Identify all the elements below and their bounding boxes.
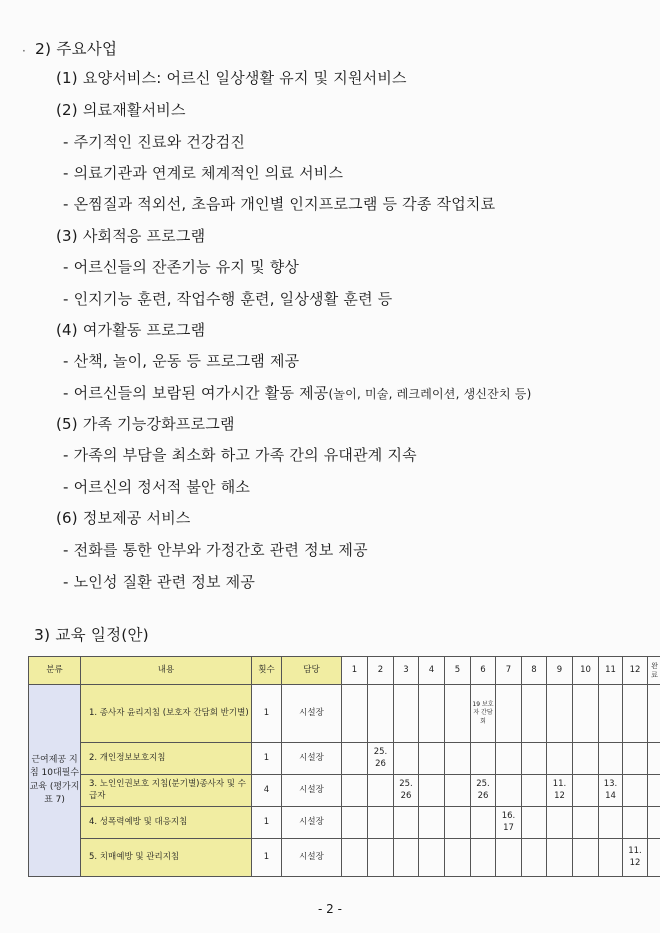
month-cell: 11. 12 (623, 839, 648, 877)
count-cell: 4 (252, 775, 282, 807)
header-owner: 담당 (282, 657, 342, 685)
table-row (29, 839, 660, 877)
month-cell (471, 807, 496, 839)
month-cell (445, 775, 471, 807)
bullet-item: - 어르신들의 잔존기능 유지 및 향상 (63, 258, 300, 276)
subsection-heading: (5) 가족 기능강화프로그램 (56, 415, 235, 433)
header-month: 2 (368, 657, 394, 685)
bullet-item: - 인지기능 훈련, 작업수행 훈련, 일상생활 훈련 등 (63, 290, 393, 308)
header-month: 7 (496, 657, 522, 685)
table-header-row (29, 657, 660, 685)
month-cell: 16. 17 (496, 807, 522, 839)
table-row (29, 743, 660, 775)
month-cell (573, 807, 599, 839)
content-cell: 2. 개인정보보호지침 (81, 743, 252, 775)
bullet-item: - 의료기관과 연계로 체계적인 의료 서비스 (63, 164, 344, 182)
month-cell (368, 807, 394, 839)
month-cell (342, 743, 368, 775)
month-cell (573, 775, 599, 807)
header-month: 6 (471, 657, 496, 685)
month-cell (496, 743, 522, 775)
month-cell: 19 보호자 간담회 (471, 685, 496, 743)
month-cell (445, 839, 471, 877)
month-cell (342, 839, 368, 877)
month-cell (547, 743, 573, 775)
month-cell: 11. 12 (547, 775, 573, 807)
month-cell (599, 743, 623, 775)
count-cell: 1 (252, 839, 282, 877)
bullet-item (63, 382, 531, 403)
month-cell (599, 839, 623, 877)
month-cell (496, 685, 522, 743)
content-cell: 4. 성폭력예방 및 대응지침 (81, 807, 252, 839)
header-content: 내용 (81, 657, 252, 685)
month-cell (599, 807, 623, 839)
month-cell (419, 775, 445, 807)
month-cell (419, 839, 445, 877)
month-cell: 25. 26 (394, 775, 419, 807)
month-cell (394, 685, 419, 743)
table-row (29, 685, 660, 743)
bullet-item: - 어르신의 정서적 불안 해소 (63, 478, 251, 496)
count-cell: 1 (252, 807, 282, 839)
owner-cell: 시설장 (282, 685, 342, 743)
month-cell (522, 775, 547, 807)
bullet-item: - 전화를 통한 안부와 가정간호 관련 정보 제공 (63, 541, 368, 559)
bullet-item: - 온찜질과 적외선, 초음파 개인별 인지프로그램 등 각종 작업치료 (63, 195, 496, 213)
count-cell: 1 (252, 685, 282, 743)
bullet-item: - 주기적인 진료와 건강검진 (63, 133, 246, 151)
month-cell (573, 839, 599, 877)
owner-cell: 시설장 (282, 839, 342, 877)
month-cell (419, 685, 445, 743)
month-cell (496, 839, 522, 877)
content-cell: 1. 종사자 윤리지침 (보호자 간담회 반기별) (81, 685, 252, 743)
header-month: 5 (445, 657, 471, 685)
header-count: 횟수 (252, 657, 282, 685)
month-cell (573, 743, 599, 775)
bullet-item-note: (놀이, 미술, 레크레이션, 생신잔치 등) (328, 387, 532, 401)
month-cell (394, 743, 419, 775)
subsection-heading: (3) 사회적응 프로그램 (56, 227, 206, 245)
month-cell (445, 807, 471, 839)
header-month: 8 (522, 657, 547, 685)
month-cell (623, 743, 648, 775)
table-row (29, 775, 660, 807)
month-cell (547, 839, 573, 877)
month-cell (623, 775, 648, 807)
done-cell (648, 839, 660, 877)
bullet-item: - 가족의 부담을 최소화 하고 가족 간의 유대관계 지속 (63, 446, 417, 464)
header-category: 분류 (29, 657, 81, 685)
month-cell (547, 685, 573, 743)
month-cell (368, 685, 394, 743)
subsection-heading: (1) 요양서비스: 어르신 일상생활 유지 및 지원서비스 (56, 69, 407, 87)
month-cell (394, 839, 419, 877)
month-cell (342, 685, 368, 743)
education-schedule-table (28, 656, 660, 877)
month-cell (623, 807, 648, 839)
header-month: 11 (599, 657, 623, 685)
month-cell: 25. 26 (471, 775, 496, 807)
month-cell (522, 685, 547, 743)
month-cell (419, 743, 445, 775)
category-cell: 근여제공 지침 10대필수 교육 (평가지표 7) (29, 685, 81, 877)
month-cell (342, 807, 368, 839)
header-done: 완료 (648, 657, 660, 685)
subsection-heading: (2) 의료재활서비스 (56, 101, 186, 119)
month-cell (368, 775, 394, 807)
month-cell (599, 685, 623, 743)
month-cell: 13. 14 (599, 775, 623, 807)
header-month: 9 (547, 657, 573, 685)
month-cell (471, 839, 496, 877)
month-cell (419, 807, 445, 839)
month-cell (522, 743, 547, 775)
scan-mark: · (22, 44, 26, 58)
month-cell (522, 839, 547, 877)
content-cell: 5. 치매예방 및 관리지침 (81, 839, 252, 877)
page-number: - 2 - (318, 902, 342, 916)
header-month: 3 (394, 657, 419, 685)
month-cell (623, 685, 648, 743)
month-cell (547, 807, 573, 839)
section-3-title: 3) 교육 일정(안) (34, 626, 149, 644)
owner-cell: 시설장 (282, 775, 342, 807)
month-cell (573, 685, 599, 743)
month-cell (342, 775, 368, 807)
count-cell: 1 (252, 743, 282, 775)
bullet-item-text: - 어르신들의 보람된 여가시간 활동 제공 (63, 384, 329, 402)
month-cell (496, 775, 522, 807)
header-month: 4 (419, 657, 445, 685)
month-cell (445, 685, 471, 743)
content-cell: 3. 노인인권보호 지침(분기별)종사자 및 수급자 (81, 775, 252, 807)
month-cell (522, 807, 547, 839)
done-cell (648, 743, 660, 775)
bullet-item: - 산책, 놀이, 운동 등 프로그램 제공 (63, 352, 300, 370)
month-cell (471, 743, 496, 775)
section-2-title: 2) 주요사업 (35, 40, 118, 58)
owner-cell: 시설장 (282, 807, 342, 839)
owner-cell: 시설장 (282, 743, 342, 775)
header-month: 12 (623, 657, 648, 685)
header-month: 1 (342, 657, 368, 685)
subsection-heading: (4) 여가활동 프로그램 (56, 321, 206, 339)
month-cell (368, 839, 394, 877)
done-cell (648, 807, 660, 839)
done-cell (648, 775, 660, 807)
month-cell (445, 743, 471, 775)
subsection-heading: (6) 정보제공 서비스 (56, 509, 191, 527)
table-row (29, 807, 660, 839)
header-month: 10 (573, 657, 599, 685)
month-cell: 25. 26 (368, 743, 394, 775)
bullet-item: - 노인성 질환 관련 정보 제공 (63, 573, 256, 591)
month-cell (394, 807, 419, 839)
done-cell (648, 685, 660, 743)
